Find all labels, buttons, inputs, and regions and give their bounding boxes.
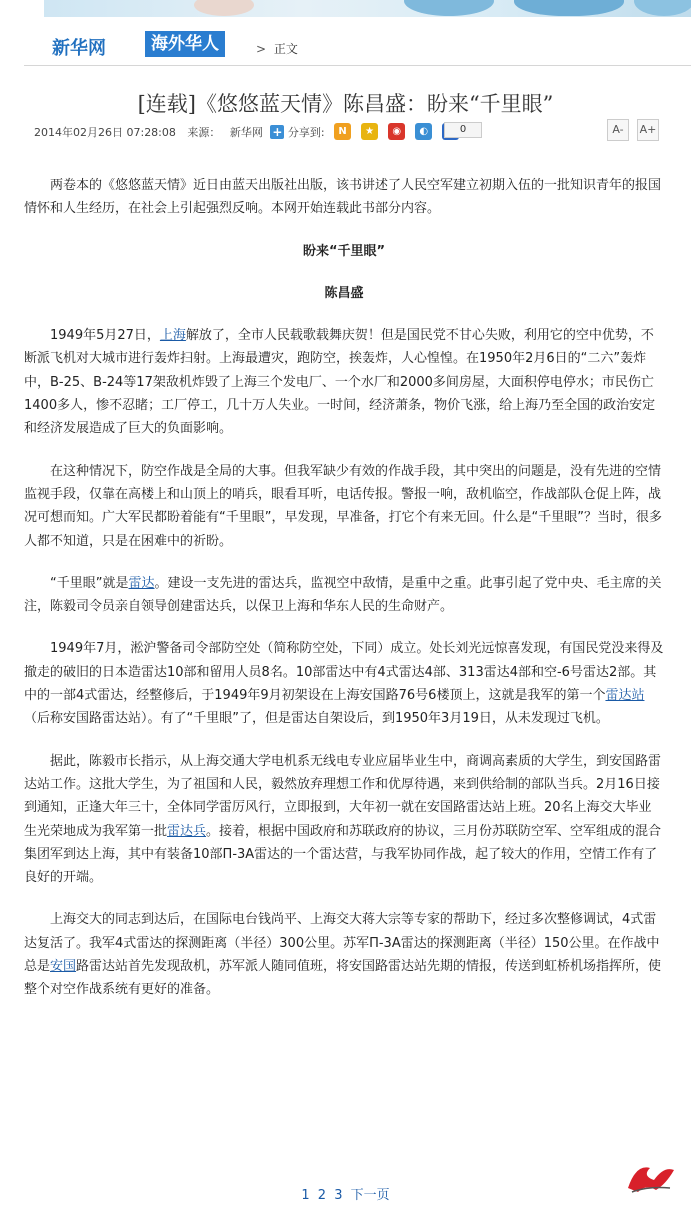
- breadcrumb: [256, 40, 298, 57]
- link-radar-soldier[interactable]: 雷达兵: [167, 823, 207, 839]
- page-2-link[interactable]: 2: [317, 1188, 327, 1203]
- font-increase-button[interactable]: A+: [637, 119, 659, 141]
- article-body: [24, 174, 664, 1021]
- link-shanghai[interactable]: 上海: [159, 328, 186, 344]
- next-page-link[interactable]: 下一页: [350, 1188, 390, 1203]
- channel-nav-bar: [24, 24, 691, 66]
- top-banner-image: [44, 0, 691, 17]
- link-radar-station[interactable]: 雷达站: [605, 688, 645, 704]
- font-decrease-button[interactable]: A-: [607, 119, 629, 141]
- share-plus-icon[interactable]: +: [272, 125, 283, 139]
- share-label: 分享到:: [287, 126, 325, 139]
- paragraph-6: 据此，陈毅市长指示，从上海交通大学电机系无线电专业应届毕业生中，商调高素质的大学生，到安国路雷达站工作。这批大学生，为了祖国和人民，毅然放弃理想工作和优厚待遇，来到供给制的部队当兵。2月16日接到通知，正逢大年三十，全体同学雷厉风行，立即报到，大年初一就在安国路雷达站上班。20名上海交大毕业生光荣地成为我军第一批雷达兵。接着，根据中国政府和苏联政府的协议，三月份苏联防空军、空军组成的混合集团军到达上海，其中有装备10部П-3A雷达的一个雷达营，与我军协同作战，起了较大的作用，空情工作有了良好的开端。: [24, 753, 662, 886]
- site-logo[interactable]: 新华网: [52, 38, 106, 59]
- share-qzone-icon[interactable]: ★: [361, 123, 378, 140]
- pagination: [0, 1184, 691, 1203]
- page-1-link[interactable]: 1: [301, 1188, 310, 1203]
- article-subtitle: 盼来“千里眼”: [302, 243, 386, 259]
- breadcrumb-current: 正文: [273, 42, 298, 56]
- page-3-link[interactable]: 3: [334, 1188, 343, 1203]
- share-weibo-icon[interactable]: ◉: [388, 123, 405, 140]
- source-label: 来源：: [187, 126, 221, 139]
- link-radar[interactable]: 雷达: [128, 575, 155, 591]
- breadcrumb-separator: >: [256, 42, 267, 56]
- source-name: 新华网: [229, 126, 263, 139]
- article-author: 陈昌盛: [324, 285, 364, 301]
- article-title: [连载]《悠悠蓝天情》陈昌盛：盼来“千里眼”: [137, 92, 554, 116]
- paragraph-intro: 两卷本的《悠悠蓝天情》近日由蓝天出版社出版，该书讲述了人民空军建立初期入伍的一批知识青年的报国情怀和人生经历，在社会上引起强烈反响。本网开始连载此书部分内容。: [24, 178, 662, 217]
- share-tencent-icon[interactable]: ◐: [415, 123, 432, 140]
- link-anguo[interactable]: 安国: [50, 959, 77, 975]
- publish-date: 2014年02月26日 07:28:08: [34, 126, 176, 139]
- share-count: 0: [444, 122, 482, 138]
- corner-logo-icon: [620, 1158, 682, 1198]
- paragraph-7: 上海交大的同志到达后，在国际电台钱尚平、上海交大蒋大宗等专家的帮助下，经过多次整修调试，4式雷达复活了。我军4式雷达的探测距离（半径）300公里。苏军П-3A雷达的探测距离（半径）150公里。在作战中总是安国路雷达站首先发现敌机，苏军派人随同值班，将安国路雷达站先期的情报，传送到虹桥机场指挥所，使整个对空作战系统有更好的准备。: [24, 912, 662, 998]
- paragraph-2: 1949年5月27日，上海解放了，全市人民载歌载舞庆贺！但是国民党不甘心失败，利用它的空中优势，不断派飞机对大城市进行轰炸扫射。上海最遭灾，跑防空，挨轰炸，人心惶惶。在1950年2月6日的“二六”轰炸中，B-25、B-24等17架敌机炸毁了上海三个发电厂、一个水厂和2000多间房屋，大面积停电停水；市民伤亡1400多人，惨不忍睹；工厂停工，几十万人失业。一时间，经济萧条，物价飞涨，给上海乃至全国的政治安定和经济发展造成了巨大的负面影响。: [24, 328, 656, 437]
- share-n-icon[interactable]: N: [334, 123, 351, 140]
- paragraph-5: 1949年7月，淞沪警备司令部防空处（简称防空处，下同）成立。处长刘光远惊喜发现，有国民党没来得及撤走的破旧的日本造雷达10部和留用人员8名。10部雷达中有4式雷达4部、313雷达4部和空-6号雷达2部。其中的一部4式雷达，经整修后，于1949年9月初架设在上海安国路76号6楼顶上，这就是我军的第一个雷达站（后称安国路雷达站）。有了“千里眼”了，但是雷达自架设后，到1950年3月19日，从未发现过飞机。: [24, 641, 664, 727]
- article-meta: [34, 124, 325, 142]
- paragraph-3: 在这种情况下，防空作战是全局的大事。但我军缺少有效的作战手段，其中突出的问题是，没有先进的空情监视手段，仅靠在高楼上和山顶上的哨兵，眼看耳听，电话传报。警报一响，敌机临空，作战部队仓促上阵，战况可想而知。广大军民都盼着能有“千里眼”，早发现，早准备，打它个有来无回。什么是“千里眼”？当时，很多人都不知道，只是在困难中的祈盼。: [24, 463, 662, 549]
- channel-logo[interactable]: 海外华人: [145, 31, 225, 57]
- paragraph-4: “千里眼”就是雷达。建设一支先进的雷达兵，监视空中敌情，是重中之重。此事引起了党中央、毛主席的关注，陈毅司令员亲自领导创建雷达兵，以保卫上海和华东人民的生命财产。: [24, 575, 662, 615]
